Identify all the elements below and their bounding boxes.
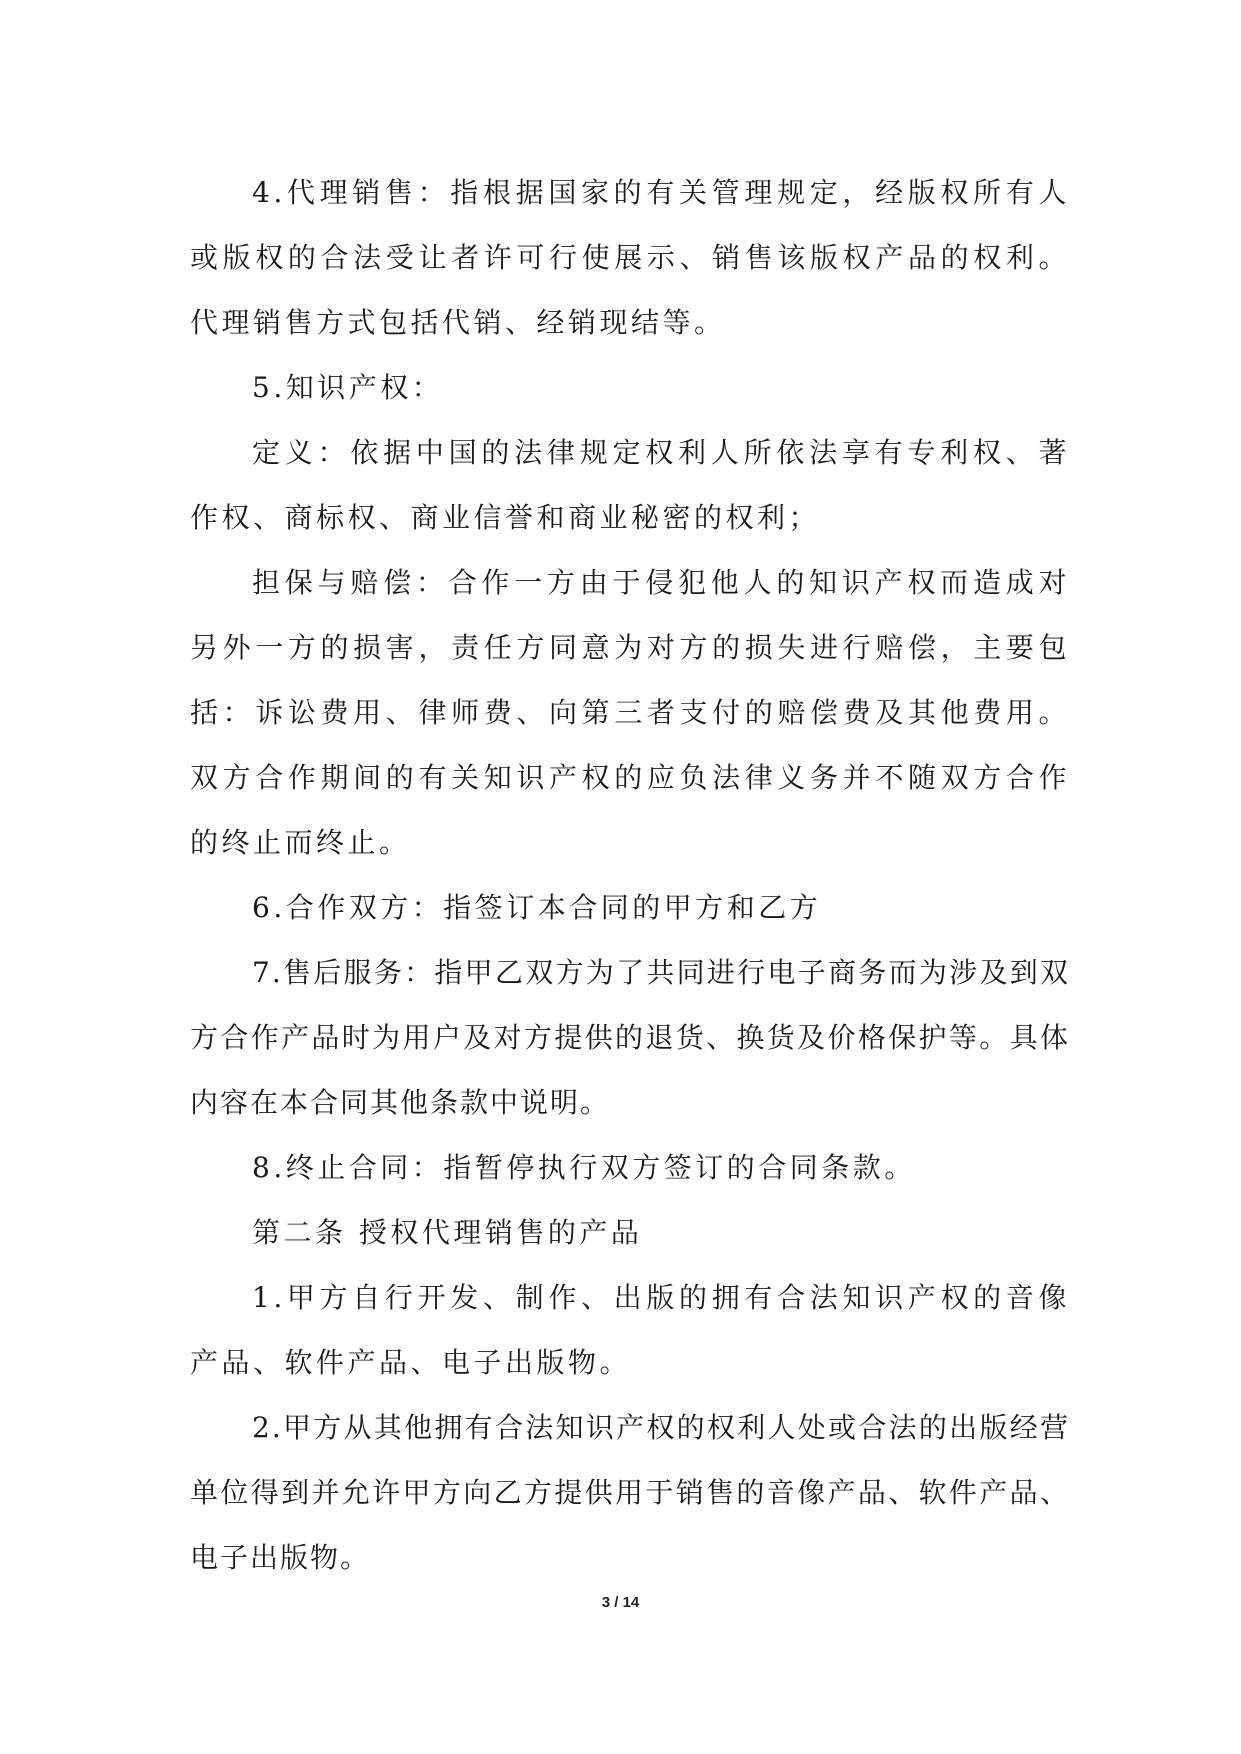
paragraph-agency-sales: 4.代理销售：指根据国家的有关管理规定，经版权所有人或版权的合法受让者许可行使展示、销售该版权产品的权利。代理销售方式包括代销、经销现结等。 (190, 176, 1070, 339)
document-body (190, 160, 1070, 1590)
paragraph-ip-heading: 5.知识产权： (252, 371, 444, 404)
paragraph-ip-guarantee: 担保与赔偿：合作一方由于侵犯他人的知识产权而造成对另外一方的损害，责任方同意为对方的损失进行赔偿，主要包括：诉讼费用、律师费、向第三者支付的赔偿费及其他费用。双方合作期间的有关知识产权的应负法律义务并不随双方合作的终止而终止。 (190, 566, 1070, 859)
article-two-heading: 第二条 授权代理销售的产品 (252, 1216, 643, 1249)
paragraph-product-2: 2.甲方从其他拥有合法知识产权的权利人处或合法的出版经营单位得到并允许甲方向乙方提供用于销售的音像产品、软件产品、电子出版物。 (190, 1411, 1070, 1574)
paragraph-product-1: 1.甲方自行开发、制作、出版的拥有合法知识产权的音像产品、软件产品、电子出版物。 (190, 1281, 1070, 1379)
page-number: 3 / 14 (601, 1594, 640, 1611)
paragraph-termination: 8.终止合同：指暂停执行双方签订的合同条款。 (252, 1151, 916, 1184)
paragraph-after-sales: 7.售后服务：指甲乙双方为了共同进行电子商务而为涉及到双方合作产品时为用户及对方提供的退货、换货及价格保护等。具体内容在本合同其他条款中说明。 (190, 956, 1070, 1119)
paragraph-parties: 6.合作双方：指签订本合同的甲方和乙方 (252, 891, 822, 924)
paragraph-ip-definition: 定义：依据中国的法律规定权利人所依法享有专利权、著作权、商标权、商业信誉和商业秘密的权利； (190, 436, 1070, 534)
